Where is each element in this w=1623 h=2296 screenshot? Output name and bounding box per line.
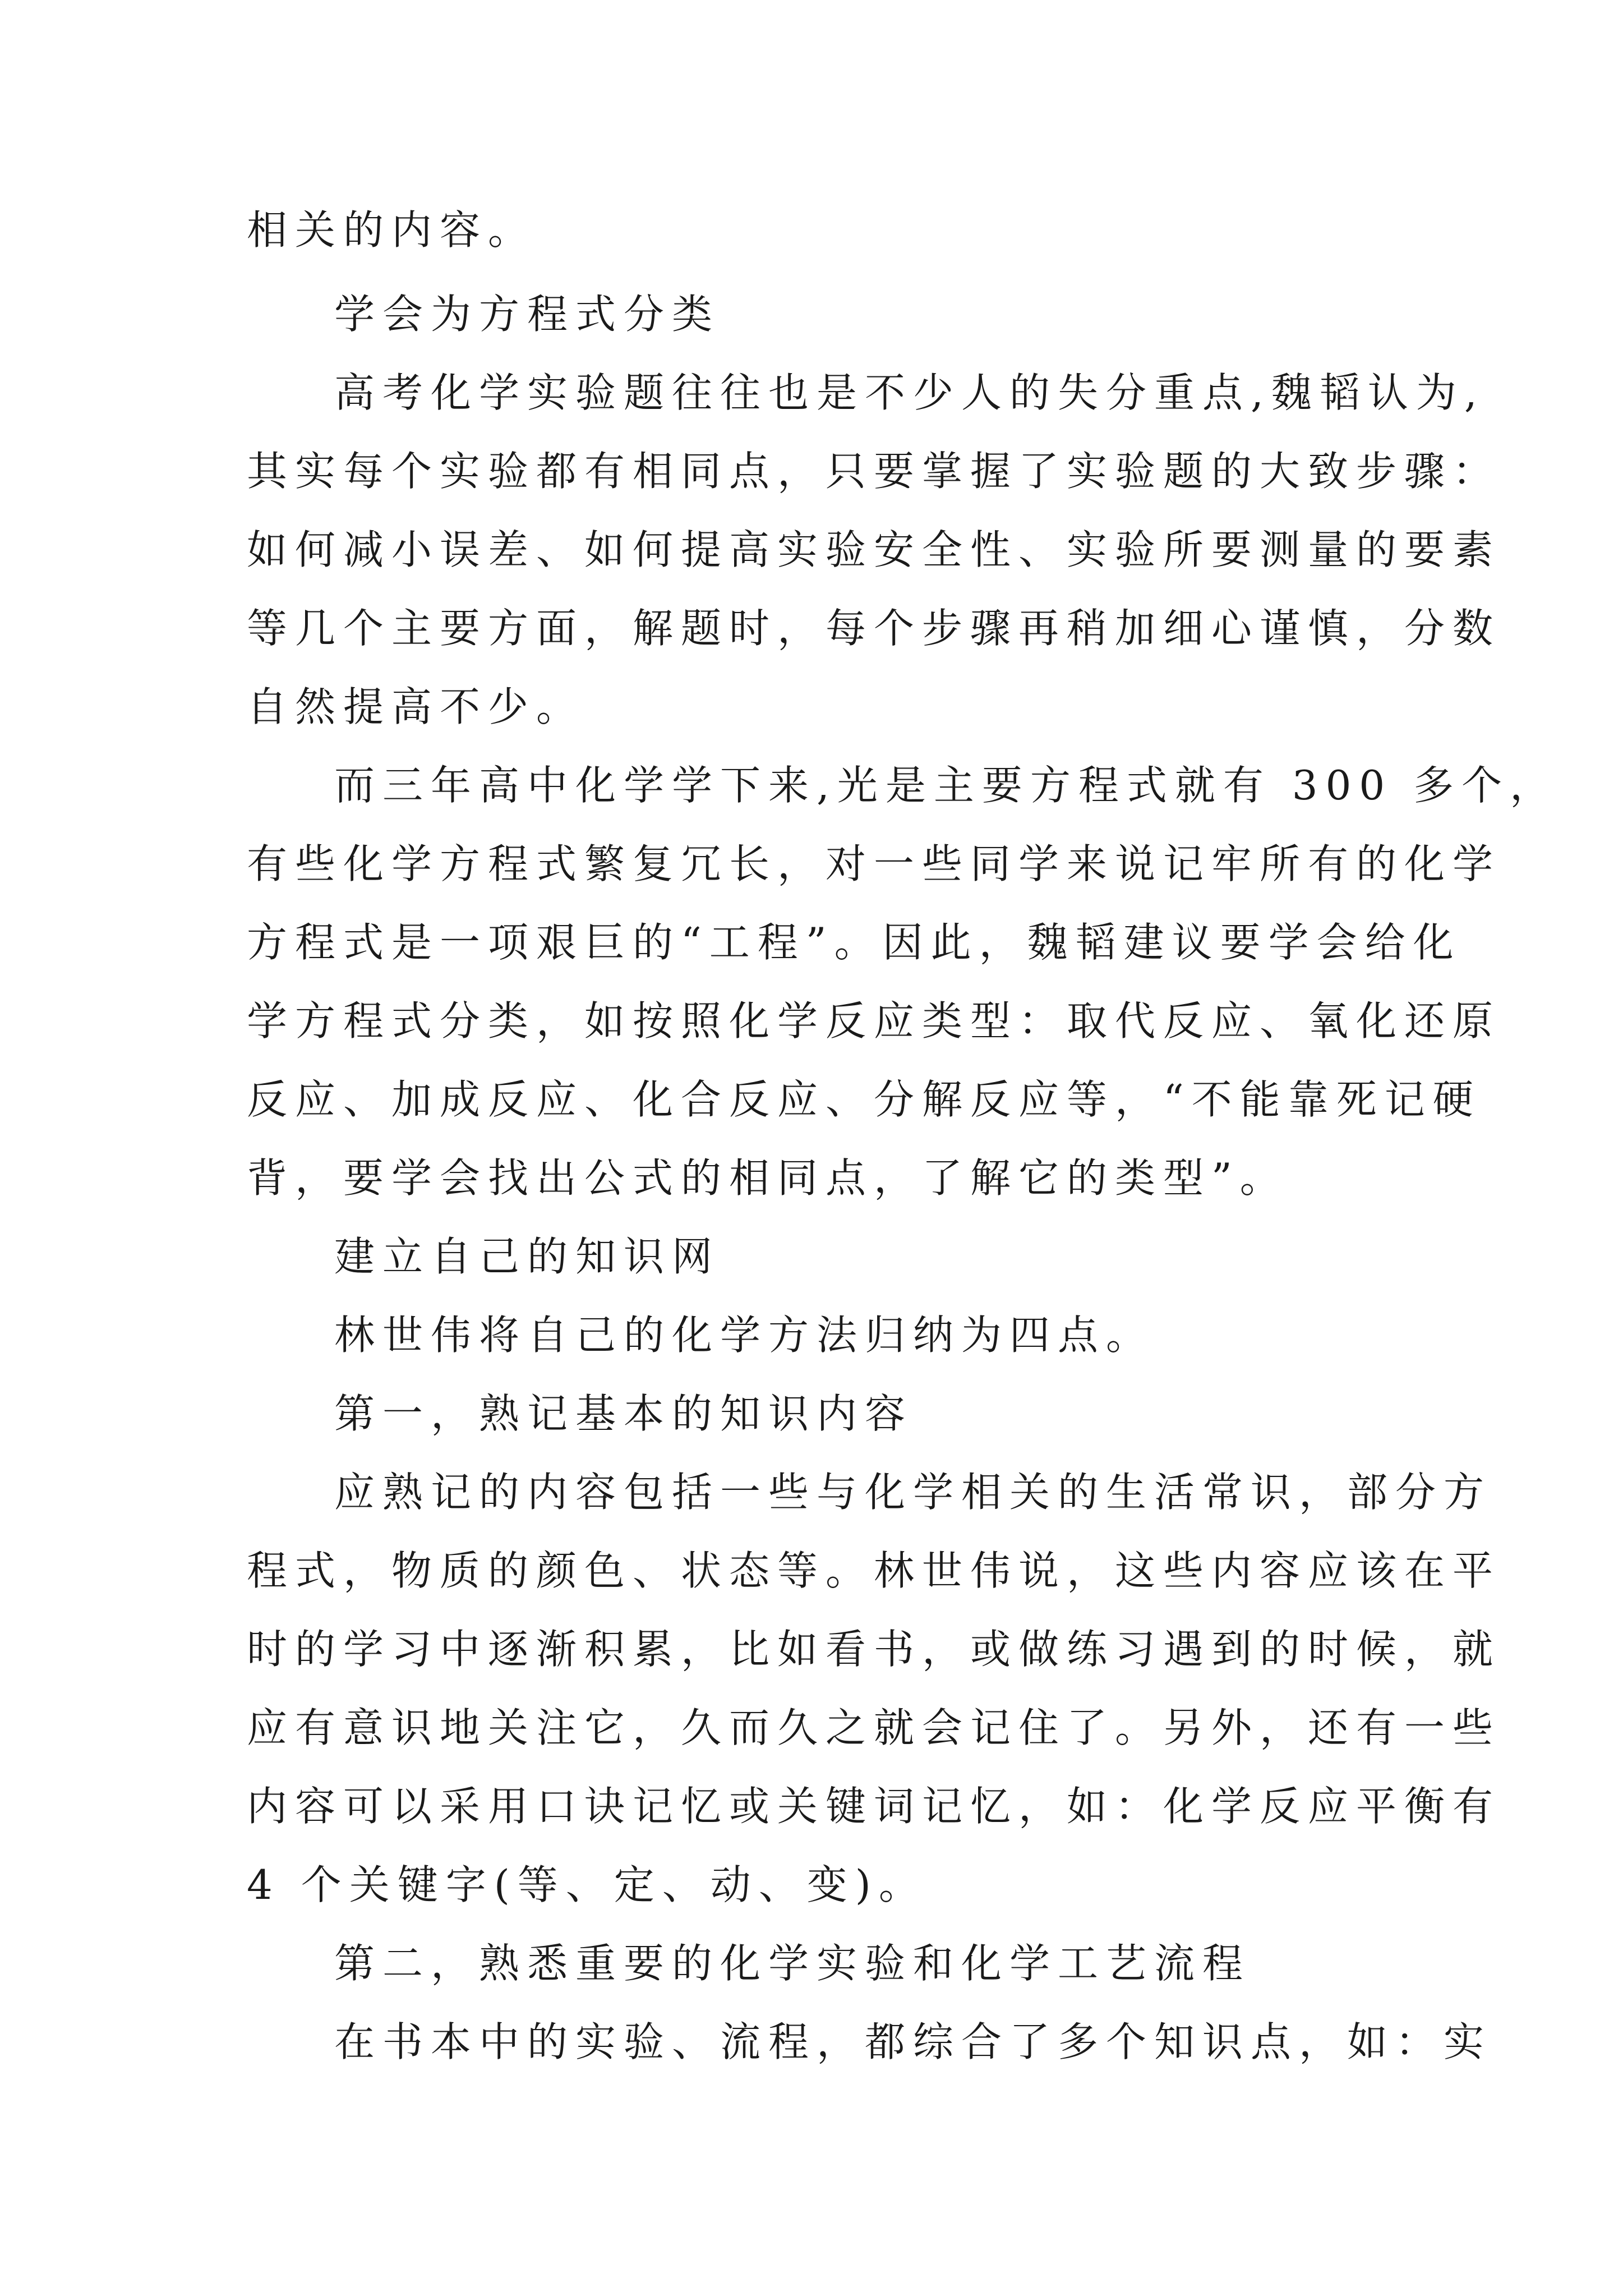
text-line: 背，要学会找出公式的相同点，了解它的类型”。: [247, 1154, 1288, 1202]
text-line: 林世伟将自己的化学方法归纳为四点。: [334, 1312, 1155, 1359]
text-line: 方程式是一项艰巨的“工程”。因此，魏韬建议要学会给化: [247, 919, 1461, 966]
section-heading: 建立自己的知识网: [334, 1233, 721, 1280]
text-line: 相关的内容。: [247, 206, 537, 254]
text-line: 反应、加成反应、化合反应、分解反应等，“不能靠死记硬: [247, 1076, 1481, 1123]
text-line: 时的学习中逐渐积累，比如看书，或做练习遇到的时候，就: [247, 1626, 1501, 1673]
text-line: 其实每个实验都有相同点，只要掌握了实验题的大致步骤：: [247, 448, 1501, 495]
text-line: 内容可以采用口诀记忆或关键词记忆，如：化学反应平衡有: [247, 1783, 1501, 1830]
text-line: 4 个关键字(等、定、动、变)。: [247, 1861, 927, 1908]
text-line: 程式，物质的颜色、状态等。林世伟说，这些内容应该在平: [247, 1547, 1501, 1594]
text-line: 等几个主要方面，解题时，每个步骤再稍加细心谨慎，分数: [247, 605, 1501, 652]
subsection-heading: 第一，熟记基本的知识内容: [334, 1390, 914, 1437]
text-line: 自然提高不少。: [247, 683, 585, 730]
text-line: 应熟记的内容包括一些与化学相关的生活常识，部分方: [334, 1469, 1492, 1516]
text-line: 而三年高中化学学下来,光是主要方程式就有 300 多个，: [334, 762, 1559, 809]
section-heading: 学会为方程式分类: [334, 291, 721, 338]
text-line: 在书本中的实验、流程，都综合了多个知识点，如：实: [334, 2018, 1492, 2065]
text-line: 如何减小误差、如何提高实验安全性、实验所要测量的要素: [247, 526, 1501, 573]
subsection-heading: 第二，熟悉重要的化学实验和化学工艺流程: [334, 1940, 1251, 1987]
text-line: 有些化学方程式繁复冗长，对一些同学来说记牢所有的化学: [247, 840, 1501, 887]
text-line: 高考化学实验题往往也是不少人的失分重点,魏韬认为,: [334, 369, 1485, 416]
text-line: 学方程式分类，如按照化学反应类型：取代反应、氧化还原: [247, 997, 1501, 1045]
text-line: 应有意识地关注它，久而久之就会记住了。另外，还有一些: [247, 1704, 1501, 1751]
